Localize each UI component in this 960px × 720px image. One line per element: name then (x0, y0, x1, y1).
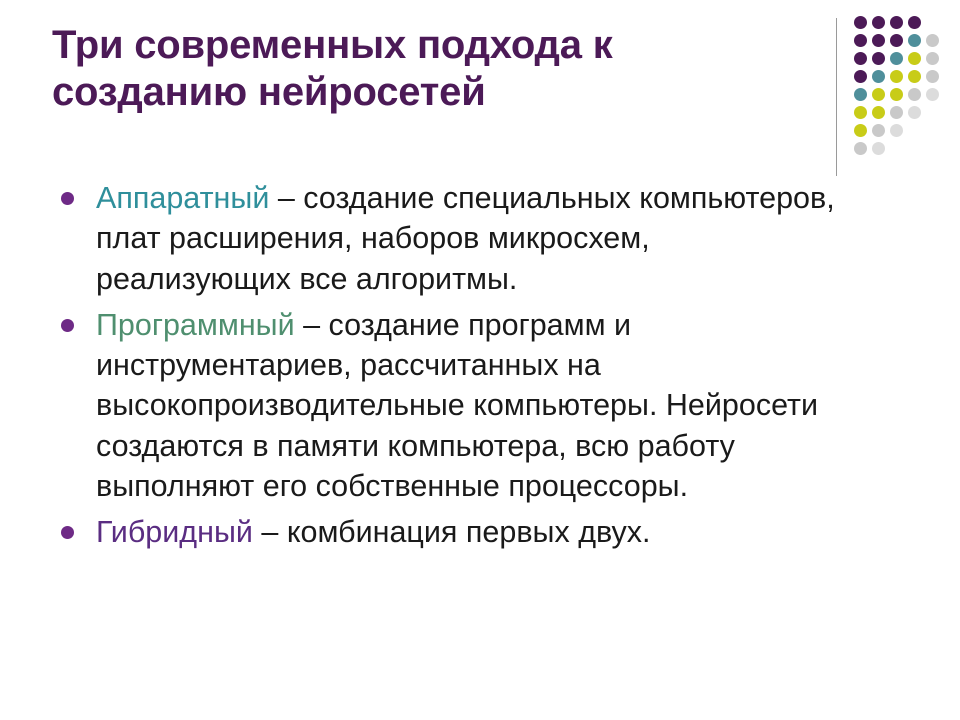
dot-0-5 (944, 16, 957, 29)
dot-2-1 (872, 52, 885, 65)
bullet-marker-icon (61, 526, 74, 539)
dot-row (854, 88, 960, 106)
dot-7-2 (890, 142, 903, 155)
dot-row (854, 16, 960, 34)
dot-6-0 (854, 124, 867, 137)
dot-0-2 (890, 16, 903, 29)
bullet-item (52, 512, 852, 552)
dot-6-4 (926, 124, 939, 137)
vertical-divider (836, 18, 837, 176)
dot-3-4 (926, 70, 939, 83)
dot-5-3 (908, 106, 921, 119)
dot-2-4 (926, 52, 939, 65)
dot-1-5 (944, 34, 957, 47)
bullet-keyword: Гибридный (96, 515, 253, 549)
dot-4-2 (890, 88, 903, 101)
bullet-list (52, 178, 852, 558)
dot-3-5 (944, 70, 957, 83)
bullet-keyword: Аппаратный (96, 181, 270, 215)
dot-6-3 (908, 124, 921, 137)
page-title: Три современных подхода к созданию нейросетей (52, 23, 613, 115)
bullet-marker-icon (61, 319, 74, 332)
dot-4-3 (908, 88, 921, 101)
dot-grid (854, 16, 960, 160)
bullet-item (52, 178, 852, 299)
dot-row (854, 106, 960, 124)
bullet-text: – создание специальных компьютеров, плат расширения, наборов микросхем, реализующих все алгоритмы. (96, 181, 835, 296)
dot-4-5 (944, 88, 957, 101)
dot-2-2 (890, 52, 903, 65)
dot-5-0 (854, 106, 867, 119)
dot-1-0 (854, 34, 867, 47)
dot-7-1 (872, 142, 885, 155)
dot-row (854, 52, 960, 70)
dot-row (854, 124, 960, 142)
dot-3-0 (854, 70, 867, 83)
bullet-marker-icon (61, 192, 74, 205)
dot-5-4 (926, 106, 939, 119)
dot-row (854, 142, 960, 160)
dot-2-5 (944, 52, 957, 65)
dot-4-4 (926, 88, 939, 101)
dot-5-1 (872, 106, 885, 119)
dot-1-4 (926, 34, 939, 47)
bullet-item (52, 305, 852, 506)
bullet-text: – комбинация первых двух. (252, 515, 651, 549)
dot-row (854, 34, 960, 52)
dot-6-1 (872, 124, 885, 137)
dot-7-3 (908, 142, 921, 155)
dot-row (854, 70, 960, 88)
dot-0-1 (872, 16, 885, 29)
dot-3-1 (872, 70, 885, 83)
dot-5-5 (944, 106, 957, 119)
dot-7-4 (926, 142, 939, 155)
dot-grid-logo (836, 10, 960, 180)
dot-6-2 (890, 124, 903, 137)
dot-7-5 (944, 142, 957, 155)
dot-2-3 (908, 52, 921, 65)
bullet-keyword: Программный (96, 307, 295, 342)
dot-0-4 (926, 16, 939, 29)
dot-3-3 (908, 70, 921, 83)
dot-1-2 (890, 34, 903, 47)
dot-4-0 (854, 88, 867, 101)
dot-4-1 (872, 88, 885, 101)
dot-1-3 (908, 34, 921, 47)
dot-3-2 (890, 70, 903, 83)
dot-6-5 (944, 124, 957, 137)
title-block (52, 22, 812, 116)
dot-0-3 (908, 16, 921, 29)
bullet-text: – создание программ и инструментариев, рассчитанных на высокопроизводительные компьютеры. Нейросети создаются в памяти компьютера, всю работу выполняют его собственные процессоры. (96, 307, 819, 503)
dot-2-0 (854, 52, 867, 65)
dot-7-0 (854, 142, 867, 155)
dot-0-0 (854, 16, 867, 29)
dot-1-1 (872, 34, 885, 47)
dot-5-2 (890, 106, 903, 119)
